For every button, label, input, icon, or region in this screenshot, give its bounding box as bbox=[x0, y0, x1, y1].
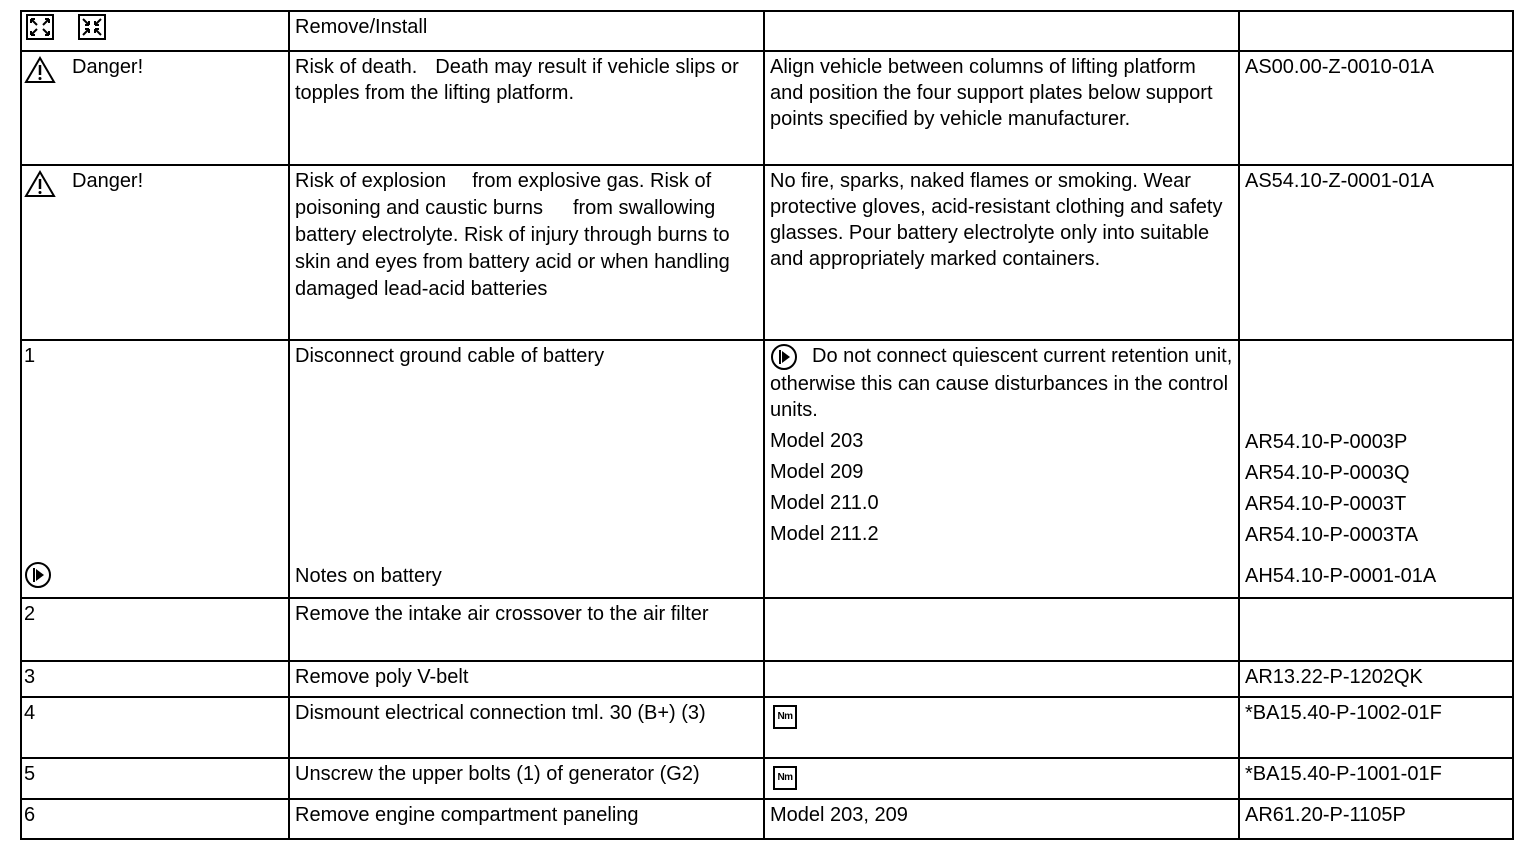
step-note bbox=[764, 598, 1239, 661]
danger-label-cell bbox=[21, 165, 289, 340]
contract-arrows-icon bbox=[78, 14, 106, 40]
step-ref-cell bbox=[1239, 340, 1513, 598]
step-action: Remove poly V-belt bbox=[289, 661, 764, 697]
step-action: Unscrew the upper bolts (1) of generator (G2) bbox=[289, 758, 764, 799]
model-line: Model 211.2 bbox=[770, 523, 879, 545]
measure-cell: No fire, sparks, naked flames or smoking. Wear protective gloves, acid-resistant clothing and safety glasses. Pour battery electrolyte only into suitable and appropriately marked containers. bbox=[764, 165, 1239, 340]
step-action: Disconnect ground cable of battery bbox=[295, 345, 605, 367]
danger-row-1 bbox=[21, 51, 1513, 165]
warning-triangle-icon bbox=[24, 170, 56, 198]
step-note: Model 203, 209 bbox=[764, 799, 1239, 839]
step-note-cell bbox=[764, 758, 1239, 799]
info-arrow-icon bbox=[24, 561, 52, 589]
danger-label: Danger! bbox=[72, 170, 144, 192]
danger-label: Danger! bbox=[72, 56, 144, 78]
step-note-cell bbox=[764, 697, 1239, 758]
step-ref bbox=[1239, 598, 1513, 661]
step-row-4 bbox=[21, 697, 1513, 758]
step-row-2 bbox=[21, 598, 1513, 661]
torque-nm-icon[interactable]: Nm bbox=[773, 705, 797, 729]
ref-line: AR54.10-P-0003Q bbox=[1245, 462, 1410, 484]
step-num: 2 bbox=[21, 598, 289, 661]
step-ref: AR13.22-P-1202QK bbox=[1239, 661, 1513, 697]
model-line: Model 203 bbox=[770, 430, 864, 452]
step-row-5 bbox=[21, 758, 1513, 799]
step-num: 3 bbox=[21, 661, 289, 697]
hazard-d: Risk of injury through burns to skin and eyes from battery acid or when handling damaged lead-acid batteries bbox=[295, 224, 730, 300]
step-row-6 bbox=[21, 799, 1513, 839]
expand-arrows-icon bbox=[26, 14, 54, 40]
model-line: Model 209 bbox=[770, 461, 864, 483]
danger-label-cell bbox=[21, 51, 289, 165]
ref-cell: AS00.00-Z-0010-01A bbox=[1239, 51, 1513, 165]
hazard-cell bbox=[289, 51, 764, 165]
step-row-3 bbox=[21, 661, 1513, 697]
step-ref: *BA15.40-P-1002-01F bbox=[1239, 697, 1513, 758]
hazard-cell bbox=[289, 165, 764, 340]
step-action: Remove the intake air crossover to the air filter bbox=[289, 598, 764, 661]
header-row bbox=[21, 11, 1513, 51]
step-action-cell bbox=[289, 340, 764, 598]
step-num: 5 bbox=[21, 758, 289, 799]
step-row-1 bbox=[21, 340, 1513, 598]
hazard-c: from swallowing battery electrolyte. bbox=[295, 197, 716, 246]
sub-action: Notes on battery bbox=[295, 565, 442, 587]
step-ref: AR61.20-P-1105P bbox=[1239, 799, 1513, 839]
step-num-cell bbox=[21, 340, 289, 598]
torque-nm-icon[interactable]: Nm bbox=[773, 766, 797, 790]
step-note-cell bbox=[764, 340, 1239, 598]
ref-line: AR54.10-P-0003T bbox=[1245, 493, 1407, 515]
ref-line: AR54.10-P-0003TA bbox=[1245, 524, 1419, 546]
step-ref: *BA15.40-P-1001-01F bbox=[1239, 758, 1513, 799]
step-action: Remove engine compartment paneling bbox=[289, 799, 764, 839]
sub-ref: AH54.10-P-0001-01A bbox=[1245, 565, 1437, 587]
hazard-b: from explosive gas. Risk of poisoning and caustic burns bbox=[295, 170, 712, 219]
hazard-title: Risk of death. bbox=[295, 56, 418, 78]
header-icons-cell bbox=[21, 11, 289, 51]
model-line: Model 211.0 bbox=[770, 492, 879, 514]
hazard-text: Death may result if vehicle slips or topples from the lifting platform. bbox=[295, 56, 739, 104]
step-note bbox=[764, 661, 1239, 697]
step-num: 6 bbox=[21, 799, 289, 839]
header-operation: Remove/Install bbox=[289, 11, 764, 51]
measure-cell: Align vehicle between columns of lifting platform and position the four support plates below support points specified by vehicle manufacturer. bbox=[764, 51, 1239, 165]
step-action: Dismount electrical connection tml. 30 (B+) (3) bbox=[289, 697, 764, 758]
danger-row-2 bbox=[21, 165, 1513, 340]
ref-cell: AS54.10-Z-0001-01A bbox=[1239, 165, 1513, 340]
step-note: Do not connect quiescent current retention unit, otherwise this can cause disturbances in the control units. bbox=[770, 345, 1233, 421]
info-arrow-icon bbox=[770, 343, 798, 371]
procedure-table bbox=[20, 10, 1514, 840]
header-empty-3 bbox=[764, 11, 1239, 51]
ref-line: AR54.10-P-0003P bbox=[1245, 431, 1408, 453]
hazard-a: Risk of explosion bbox=[295, 170, 447, 192]
step-num: 4 bbox=[21, 697, 289, 758]
step-num: 1 bbox=[24, 345, 36, 367]
header-empty-4 bbox=[1239, 11, 1513, 51]
warning-triangle-icon bbox=[24, 56, 56, 84]
